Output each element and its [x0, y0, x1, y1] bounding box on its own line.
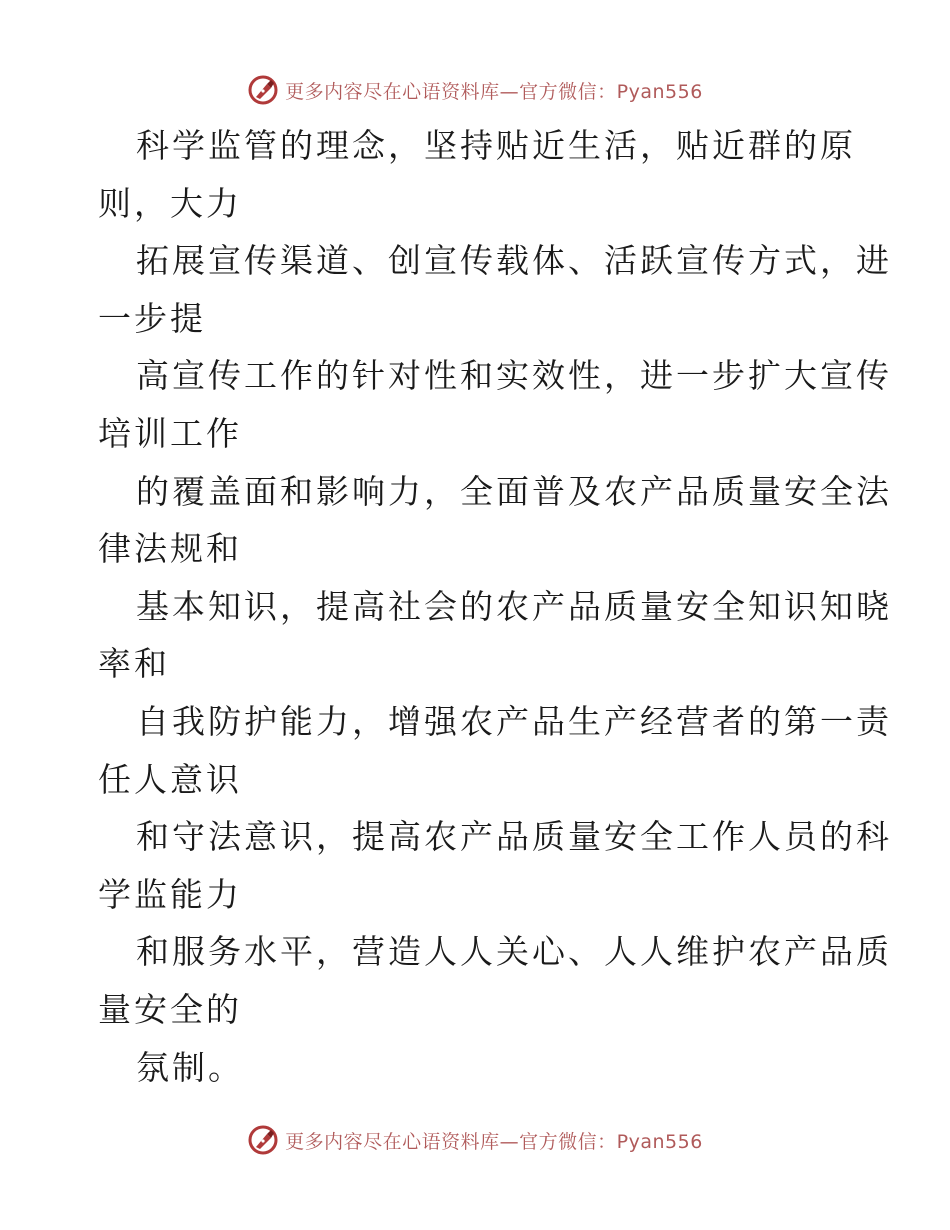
- header-banner: [0, 70, 950, 110]
- body-line: 和守法意识，提高农产品质量安全工作人员的科: [136, 817, 892, 857]
- body-line: 培训工作: [98, 413, 242, 453]
- pen-nib-circle-logo-icon: [247, 1124, 279, 1156]
- body-line: 的覆盖面和影响力，全面普及农产品质量安全法: [136, 471, 892, 511]
- body-line: 高宣传工作的针对性和实效性，进一步扩大宣传: [136, 356, 892, 396]
- pen-nib-circle-logo-icon: [247, 74, 279, 106]
- header-banner-text: 更多内容尽在心语资料库—官方微信：Pyan556: [285, 80, 703, 103]
- body-line: 律法规和: [98, 529, 242, 569]
- body-line: 任人意识: [98, 759, 242, 799]
- body-line: 率和: [98, 644, 170, 684]
- body-line: 和服务水平，营造人人关心、人人维护农产品质: [136, 932, 892, 972]
- body-line: 科学监管的理念，坚持贴近生活，贴近群的原: [136, 126, 856, 165]
- body-line: 学监能力: [98, 874, 242, 914]
- body-line: 一步提: [98, 298, 206, 338]
- body-line: 自我防护能力，增强农产品生产经营者的第一责: [136, 701, 892, 741]
- body-line: 量安全的: [98, 989, 242, 1029]
- body-line: 氛制。: [136, 1047, 244, 1087]
- body-line: 则，大力: [98, 183, 242, 223]
- footer-banner-text: 更多内容尽在心语资料库—官方微信：Pyan556: [285, 1130, 703, 1153]
- document-body: [98, 117, 892, 1096]
- footer-banner: [0, 1120, 950, 1160]
- body-line: 基本知识，提高社会的农产品质量安全知识知晓: [136, 586, 892, 626]
- body-line: 拓展宣传渠道、创宣传载体、活跃宣传方式，进: [136, 241, 892, 281]
